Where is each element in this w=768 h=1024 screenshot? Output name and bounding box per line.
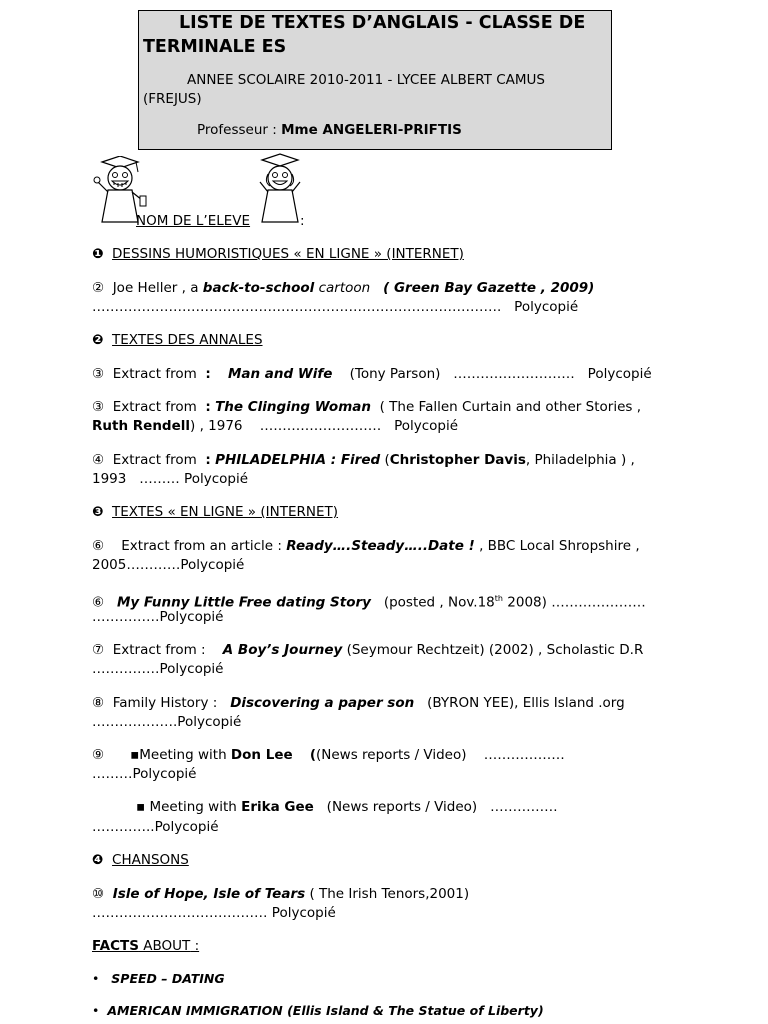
list-item-continuation: ……………Polycopié <box>92 661 224 677</box>
facts-heading: FACTS ABOUT : <box>92 938 200 954</box>
list-item-continuation: 2005…………Polycopié <box>92 557 245 573</box>
list-item-continuation: ………………………………………………………………………………. Polycopié <box>92 299 579 315</box>
list-item-continuation: ………………………………… Polycopié <box>92 905 336 921</box>
section-heading: ❶ DESSINS HUMORISTIQUES « EN LIGNE » (INTERNET) <box>92 246 464 262</box>
list-item-continuation: 1993 ……… Polycopié <box>92 471 248 487</box>
list-item: ④ Extract from : PHILADELPHIA : Fired (Christopher Davis, Philadelphia ) , <box>92 452 635 468</box>
section-marker: ❸ <box>92 504 104 520</box>
school-year: ANNEE SCOLAIRE 2010-2011 - LYCEE ALBERT CAMUS (FREJUS) <box>143 72 545 107</box>
section-marker: ❷ <box>92 332 104 348</box>
header-box <box>138 10 612 150</box>
facts-bullet: • SPEED – DATING <box>92 971 225 986</box>
teacher: Professeur : Mme ANGELERI-PRIFTIS <box>197 122 462 138</box>
page-title: LISTE DE TEXTES D’ANGLAIS - CLASSE DE TERMINALE ES <box>143 13 586 57</box>
list-item: ▪ Meeting with Erika Gee (News reports / Video) …………… <box>136 799 558 815</box>
list-item-continuation: ……………….Polycopié <box>92 714 242 730</box>
list-item: ③ Extract from : Man and Wife (Tony Parson) ……………………… Polycopié <box>92 366 652 382</box>
student-name-line: NOM DE L’ELEVE : <box>136 213 305 229</box>
section-heading: ❹ CHANSONS <box>92 852 189 868</box>
list-item: ③ Extract from : The Clinging Woman ( The Fallen Curtain and other Stories , <box>92 399 641 415</box>
list-item: ⑥ Extract from an article : Ready….Steady…..Date ! , BBC Local Shropshire , <box>92 538 640 554</box>
list-item: ⑨ ▪Meeting with Don Lee ((News reports / Video) ……………… <box>92 747 565 763</box>
list-item-continuation: Ruth Rendell) , 1976 ……………………… Polycopié <box>92 418 459 434</box>
list-item: ② Joe Heller , a back-to-school cartoon ( Green Bay Gazette , 2009) <box>92 280 595 296</box>
list-item: ⑦ Extract from : A Boy’s Journey (Seymour Rechtzeit) (2002) , Scholastic D.R <box>92 642 644 658</box>
section-heading: ❸ TEXTES « EN LIGNE » (INTERNET) <box>92 504 339 520</box>
list-item: ⑧ Family History : Discovering a paper son (BYRON YEE), Ellis Island .org <box>92 695 625 711</box>
list-item-continuation: …………..Polycopié <box>92 819 219 835</box>
section-marker: ❹ <box>92 852 104 868</box>
list-item-continuation: ……………Polycopié <box>92 609 224 625</box>
section-marker: ❶ <box>92 246 104 262</box>
section-heading: ❷ TEXTES DES ANNALES <box>92 332 263 348</box>
list-item: ⑥ My Funny Little Free dating Story (posted , Nov.18th 2008) ………………… <box>92 594 646 611</box>
facts-bullet: • AMERICAN IMMIGRATION (Ellis Island & The Statue of Liberty) <box>92 1003 544 1018</box>
list-item-continuation: ………Polycopié <box>92 766 197 782</box>
list-item: ⑩ Isle of Hope, Isle of Tears ( The Irish Tenors,2001) <box>92 886 470 902</box>
